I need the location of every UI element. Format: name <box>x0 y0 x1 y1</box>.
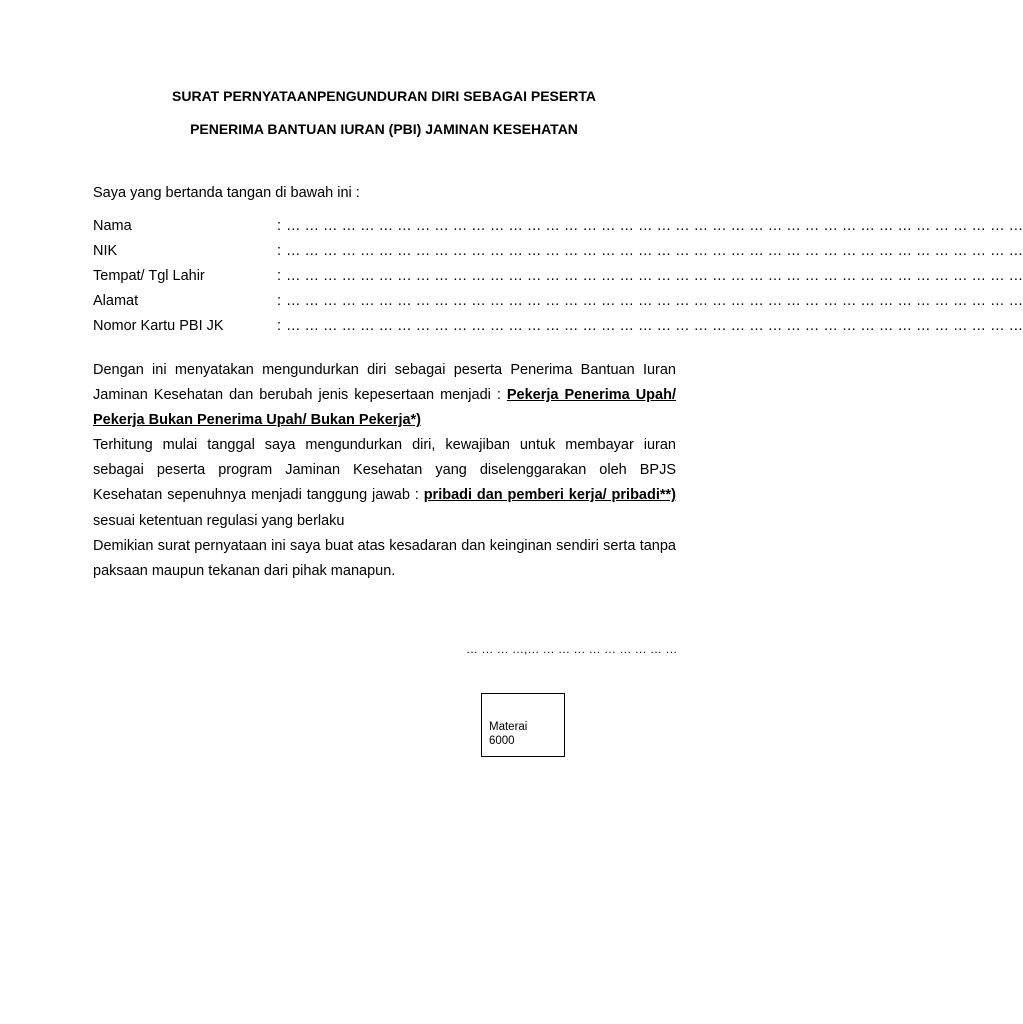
intro-text: Saya yang bertanda tangan di bawah ini : <box>93 185 360 201</box>
field-label: Nomor Kartu PBI JK <box>93 318 224 334</box>
field-blank: … … … … … … … … … … … … … … … … … … … … … … … … … … … … … … … … … … … … … … … … <box>286 293 1023 309</box>
field-blank: … … … … … … … … … … … … … … … … … … … … … … … … … … … … … … … … … … … … … … … … <box>286 318 1023 334</box>
materai-stamp-box <box>481 693 565 757</box>
field-colon: : <box>277 243 282 259</box>
field-colon: : <box>277 268 282 284</box>
document-title-line-1: SURAT PERNYATAANPENGUNDURAN DIRI SEBAGAI PESERTA <box>172 88 596 104</box>
payer-options: pribadi dan pemberi kerja/ pribadi**) <box>423 487 676 504</box>
identity-fields <box>93 218 1023 343</box>
document-title-line-2: PENERIMA BANTUAN IURAN (PBI) JAMINAN KESEHATAN <box>190 121 578 137</box>
statement-text: Dengan ini menyatakan mengundurkan diri sebagai peserta Penerima Bantuan Iuran Jaminan Kesehatan dan berubah jenis kepesertaan menjadi : <box>93 362 676 404</box>
field-blank: … … … … … … … … … … … … … … … … … … … … … … … … … … … … … … … … … … … … … … … … <box>286 268 1023 284</box>
place-date-blank: … … … …,… … … … … … … … … … <box>466 642 678 656</box>
materai-label <box>489 720 527 748</box>
obligation-paragraph <box>93 433 676 534</box>
field-label: Nama <box>93 218 132 234</box>
statement-paragraph <box>93 358 676 434</box>
obligation-text-after: sesuai ketentuan regulasi yang berlaku <box>93 512 345 529</box>
field-blank: … … … … … … … … … … … … … … … … … … … … … … … … … … … … … … … … … … … … … … … … <box>286 243 1023 259</box>
materai-line-2: 6000 <box>489 735 515 747</box>
field-colon: : <box>277 218 282 234</box>
field-row-tempat-tgl-lahir <box>93 268 1023 293</box>
field-row-nik <box>93 243 1023 268</box>
field-row-alamat <box>93 293 1023 318</box>
closing-paragraph: Demikian surat pernyataan ini saya buat atas kesadaran dan keinginan sendiri serta tanpa paksaan maupun tekanan dari pihak manapun. <box>93 538 676 580</box>
membership-options: Pekerja Penerima Upah/ Pekerja Bukan Penerima Upah/ Bukan Pekerja*) <box>93 387 676 429</box>
obligation-text: Terhitung mulai tanggal saya mengundurkan diri, kewajiban untuk membayar iuran sebagai peserta program Jaminan Kesehatan yang diselenggarakan oleh BPJS Kesehatan sepenuhnya menjadi tanggung jawab : <box>93 437 676 504</box>
field-label: Alamat <box>93 293 139 309</box>
field-colon: : <box>277 318 282 334</box>
field-blank: … … … … … … … … … … … … … … … … … … … … … … … … … … … … … … … … … … … … … … … … <box>286 218 1023 234</box>
field-label: Tempat/ Tgl Lahir <box>93 268 205 284</box>
materai-line-1: Materai <box>489 721 528 733</box>
field-row-nama <box>93 218 1023 243</box>
field-row-nomor-kartu <box>93 318 1023 343</box>
field-label: NIK <box>93 243 118 259</box>
field-colon: : <box>277 293 282 309</box>
